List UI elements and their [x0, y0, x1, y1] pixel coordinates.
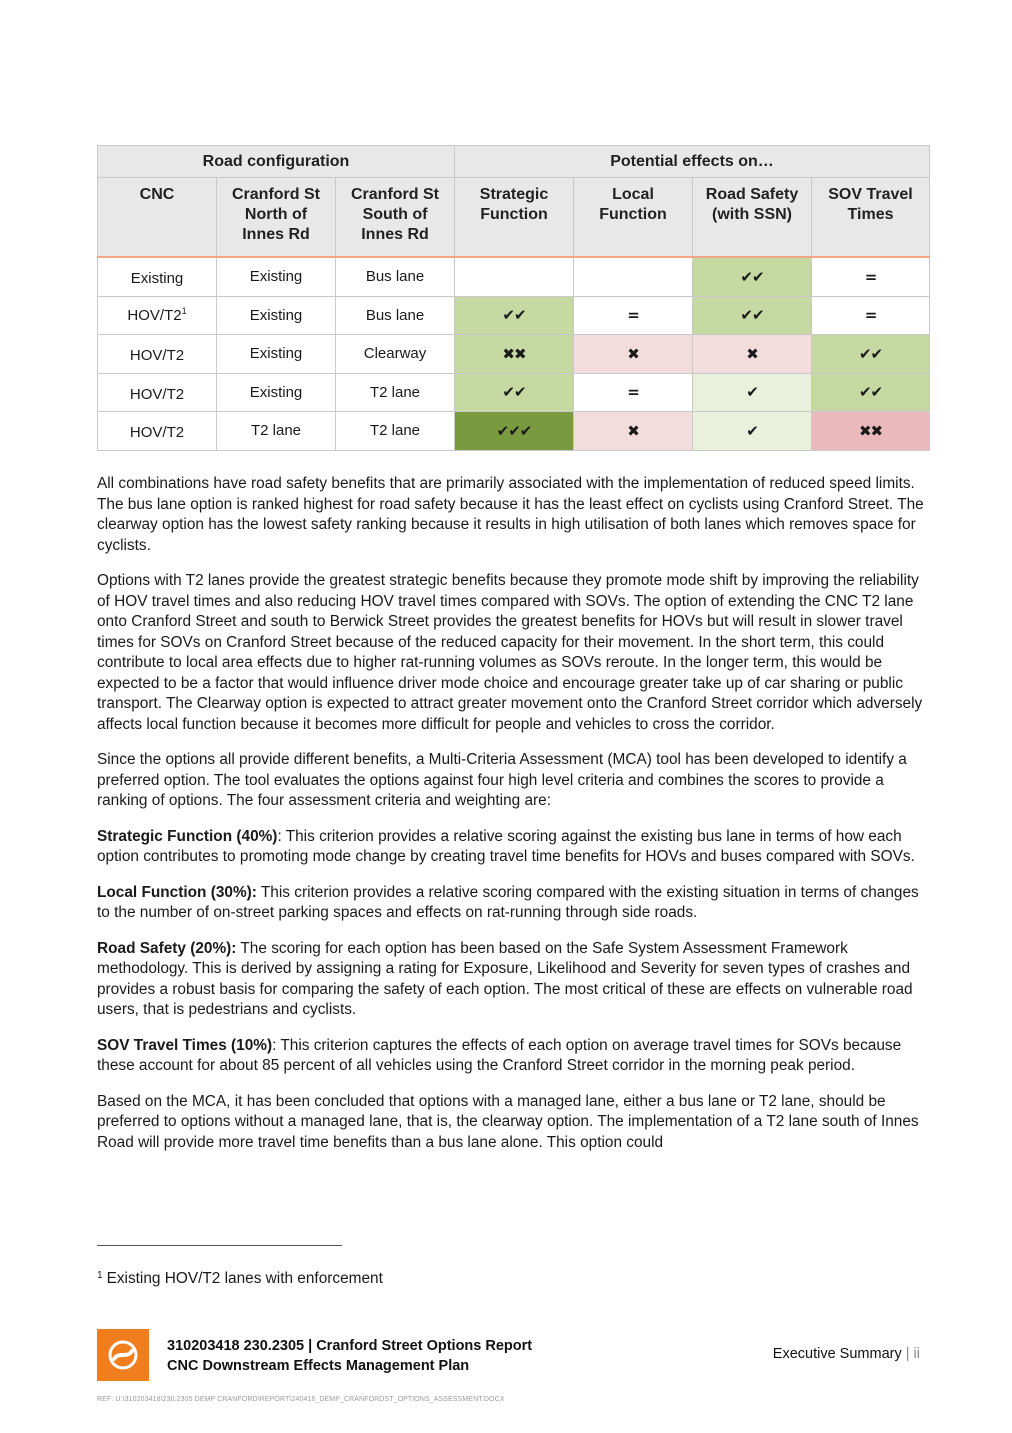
col-header-cranford-north: Cranford St North of Innes Rd: [217, 178, 336, 258]
cell-local: =: [574, 296, 693, 335]
cell-local: ✖: [574, 412, 693, 451]
cell-north: Existing: [217, 257, 336, 296]
criterion-label: SOV Travel Times (10%): [97, 1036, 273, 1054]
cell-strategic: ✖✖: [455, 335, 574, 374]
cell-local: [574, 257, 693, 296]
criterion-label: Road Safety (20%):: [97, 939, 237, 957]
table-row: [98, 335, 930, 374]
cell-south: Clearway: [336, 335, 455, 374]
cell-safety: ✔: [693, 412, 812, 451]
cell-north: T2 lane: [217, 412, 336, 451]
group-header-road-configuration: Road configuration: [98, 146, 455, 178]
paragraph: All combinations have road safety benefits that are primarily associated with the implementation of reduced speed limits. The bus lane option is ranked highest for road safety because it has the least effect on cyclists using Cranford Street. The clearway option has the lowest safety ranking because it results in high utilisation of both lanes which removes space for cyclists.: [97, 475, 924, 554]
footer-section: Executive Summary | ii: [772, 1346, 920, 1362]
table-row: [98, 257, 930, 296]
table-row: [98, 373, 930, 412]
cell-north: Existing: [217, 373, 336, 412]
table-row: [98, 412, 930, 451]
cell-local: =: [574, 373, 693, 412]
group-header-potential-effects: Potential effects on…: [455, 146, 930, 178]
table-row: [98, 296, 930, 335]
cell-sov: =: [812, 296, 930, 335]
cell-sov: =: [812, 257, 930, 296]
cell-cnc: HOV/$T2^1$: [98, 296, 217, 335]
cell-safety: ✔: [693, 373, 812, 412]
cell-cnc: HOV/T2: [98, 412, 217, 451]
cell-sov: ✔✔: [812, 373, 930, 412]
cell-south: Bus lane: [336, 257, 455, 296]
col-header-road-safety: Road Safety (with SSN): [693, 178, 812, 258]
page-number: ii: [913, 1346, 920, 1362]
paragraph: Based on the MCA, it has been concluded that options with a managed lane, either a bus lane or T2 lane, should be preferred to options without a managed lane, that is, the clearway option. The implementation of a T2 lane south of Innes Road will provide more travel time benefits than a bus lane alone. This option could: [97, 1092, 919, 1151]
cell-south: T2 lane: [336, 412, 455, 451]
footnote: $^1$ Existing HOV/T2 lanes with enforcement: [97, 1270, 383, 1287]
cell-north: Existing: [217, 335, 336, 374]
body-text: [97, 474, 932, 1168]
cell-south: Bus lane: [336, 296, 455, 335]
col-header-cranford-south: Cranford St South of Innes Rd: [336, 178, 455, 258]
paragraph: Options with T2 lanes provide the greatest strategic benefits because they promote mode shift by improving the reliability of HOV travel times and also reducing HOV travel times compared with SOVs. The option of extending the CNC T2 lane onto Cranford Street and south to Berwick Street provides the greatest benefits for HOVs but will result in slower travel times for SOVs on Cranford Street because of the reduced capacity for their movement. In the short term, this could contribute to local area effects due to higher rat-running volumes as SOVs reroute. In the longer term, this would be expected to be a factor that would influence driver mode choice and encourage greater take up of car sharing or public transport. The Clearway option is expected to attract greater movement onto the Cranford Street corridor which adversely affects local function because it becomes more difficult for people and vehicles to cross the corridor.: [97, 572, 923, 733]
cell-safety: ✔✔: [693, 296, 812, 335]
cell-strategic: ✔✔: [455, 373, 574, 412]
criterion-sov-travel-times: SOV Travel Times (10%): This criterion captures the effects of each option on average travel times for SOVs because these account for about 85 percent of all vehicles using the Cranford Street corridor in the morning peak period.: [97, 1036, 902, 1074]
paragraph: Since the options all provide different benefits, a Multi-Criteria Assessment (MCA) tool has been developed to identify a preferred option. The tool evaluates the options against four high level criteria and combines the scores to provide a ranking of options. The four assessment criteria and weighting are:: [97, 751, 907, 809]
cell-cnc: HOV/T2: [98, 373, 217, 412]
footnote-divider: [97, 1245, 342, 1246]
cell-sov: ✖✖: [812, 412, 930, 451]
cell-local: ✖: [574, 335, 693, 374]
criterion-label: Strategic Function (40%): [97, 827, 278, 845]
criterion-road-safety: Road Safety (20%): The scoring for each option has been based on the Safe System Assessment Framework methodology. This is derived by assigning a rating for Exposure, Likelihood and Severity for seven types of crashes and provides a robust basis for comparing the safety of each option. The most critical of these are effects on vulnerable road users, that is pedestrians and cyclists.: [97, 939, 913, 1018]
cell-strategic: ✔✔✔: [455, 412, 574, 451]
col-header-local-function: Local Function: [574, 178, 693, 258]
cell-cnc: HOV/T2: [98, 335, 217, 374]
options-effects-table: [97, 145, 930, 451]
cell-strategic: ✔✔: [455, 296, 574, 335]
company-logo-icon: [97, 1329, 149, 1381]
cell-safety: ✖: [693, 335, 812, 374]
cell-south: T2 lane: [336, 373, 455, 412]
col-header-strategic-function: Strategic Function: [455, 178, 574, 258]
cell-safety: ✔✔: [693, 257, 812, 296]
document-reference: REF: U:\310203418\230.2305 DEMP CRANFORD\REPORT\240416_DEMP_CRANFORDST_OPTIONS_ASSESSMENT.DOCX: [97, 1396, 505, 1403]
col-header-cnc: CNC: [98, 178, 217, 258]
cell-sov: ✔✔: [812, 335, 930, 374]
criterion-local-function: Local Function (30%): This criterion provides a relative scoring compared with the existing situation in terms of changes to the number of on-street parking spaces and effects on rat-running through side roads.: [97, 883, 919, 921]
cell-strategic: [455, 257, 574, 296]
col-header-sov-travel-times: SOV Travel Times: [812, 178, 930, 258]
cell-cnc: Existing: [98, 257, 217, 296]
criterion-label: Local Function (30%):: [97, 883, 257, 901]
cell-north: Existing: [217, 296, 336, 335]
footer-title: 310203418 230.2305 | Cranford Street Options Report CNC Downstream Effects Management Plan: [167, 1338, 533, 1374]
criterion-strategic-function: Strategic Function (40%): This criterion provides a relative scoring against the existing bus lane in terms of how each option contributes to promoting mode change by creating travel time benefits for HOVs and buses compared with SOVs.: [97, 827, 915, 865]
